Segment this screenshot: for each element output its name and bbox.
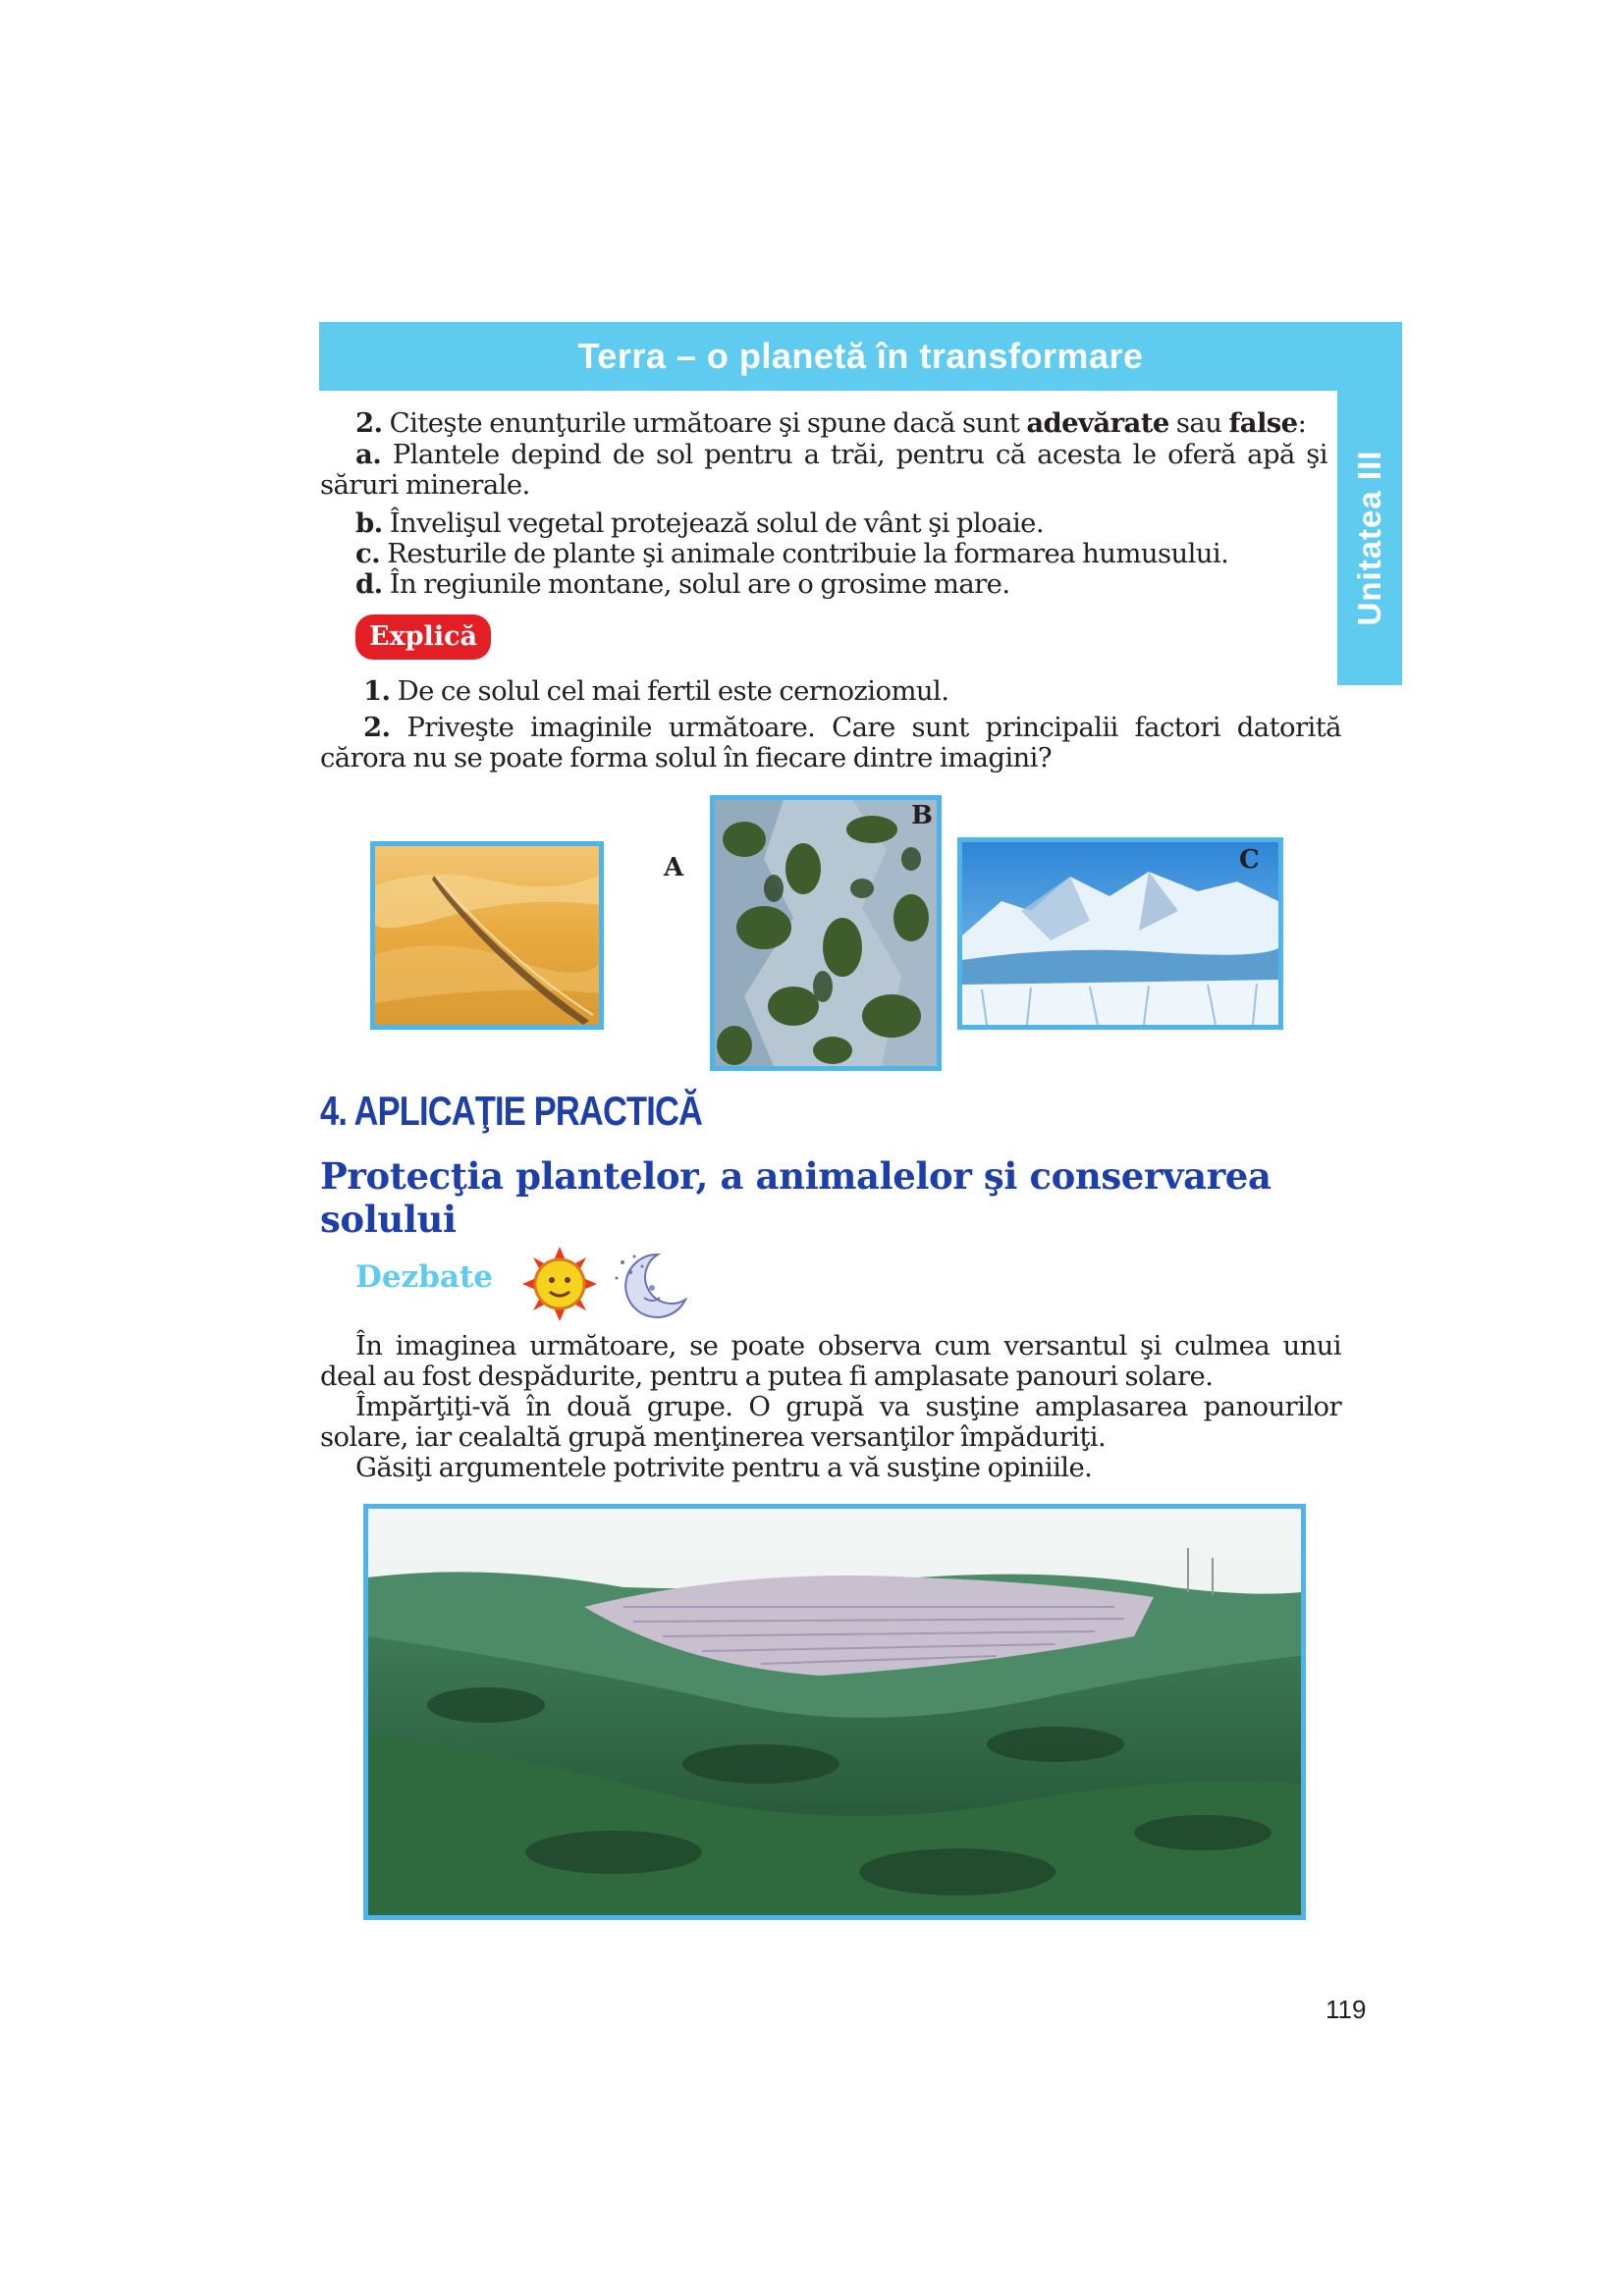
glacier-image: [962, 842, 1278, 1025]
debate-paragraph-3: Găsiţi argumentele potrivite pentru a vă susţine opiniile.: [355, 1452, 1093, 1483]
photo-b-label: B: [911, 801, 933, 830]
solar-hill-image: [368, 1509, 1301, 1915]
photo-desert: [370, 841, 604, 1030]
unit-side-tab: [1337, 391, 1402, 685]
exercise-2-item-d: d. În regiunile montane, solul are o grosime mare.: [355, 568, 1010, 600]
exercise-2-item-a: a. Plantele depind de sol pentru a trăi, pentru că acesta le oferă apă şi săruri minerale.: [320, 439, 1327, 501]
sun-icon: [522, 1247, 597, 1321]
photo-glacier: [957, 837, 1283, 1030]
photo-a-label: A: [664, 853, 684, 882]
debate-paragraph-2: Împărţiţi-vă în două grupe. O grupă va susţine amplasarea panourilor solare, iar cealaltă grupă menţinerea versanţilor împăduriţi.: [320, 1391, 1341, 1453]
debate-paragraph-1: În imaginea următoare, se poate observa cum versantul şi culmea unui deal au fost despădurite, pentru a putea fi amplasate panouri solare.: [320, 1330, 1341, 1392]
photo-solar-hill: [363, 1504, 1306, 1920]
exercise-2-item-b: b. Învelişul vegetal protejează solul de vânt şi ploaie.: [355, 507, 1045, 539]
section-subtitle: Protecţia plantelor, a animalelor şi conservarea solului: [320, 1154, 1271, 1241]
unit-label: Unitatea III: [1351, 450, 1387, 626]
photo-cliff: [710, 795, 942, 1071]
chapter-title: Terra – o planetă în transformare: [577, 336, 1144, 376]
page-number: 119: [1325, 1995, 1367, 2024]
explica-question-1: 1. De ce solul cel mai fertil este cernoziomul.: [363, 675, 949, 707]
section-title: 4. APLICAŢIE PRACTICĂ: [320, 1088, 703, 1134]
photo-c-label: C: [1239, 845, 1260, 875]
exercise-2-item-c: c. Resturile de plante şi animale contribuie la formarea humusului.: [355, 538, 1229, 569]
explica-badge: Explică: [355, 614, 491, 660]
exercise-2-intro: 2. Citeşte enunţurile următoare şi spune dacă sunt adevărate sau false:: [355, 407, 1307, 439]
dezbate-label: Dezbate: [355, 1259, 494, 1295]
desert-image: [375, 846, 599, 1025]
chapter-header: [319, 322, 1402, 391]
moon-icon: [609, 1249, 689, 1321]
explica-question-2: 2. Priveşte imaginile următoare. Care sunt principalii factori datorită cărora nu se poate forma solul în fiecare dintre imagini?: [320, 712, 1341, 774]
cliff-image: [715, 800, 937, 1066]
